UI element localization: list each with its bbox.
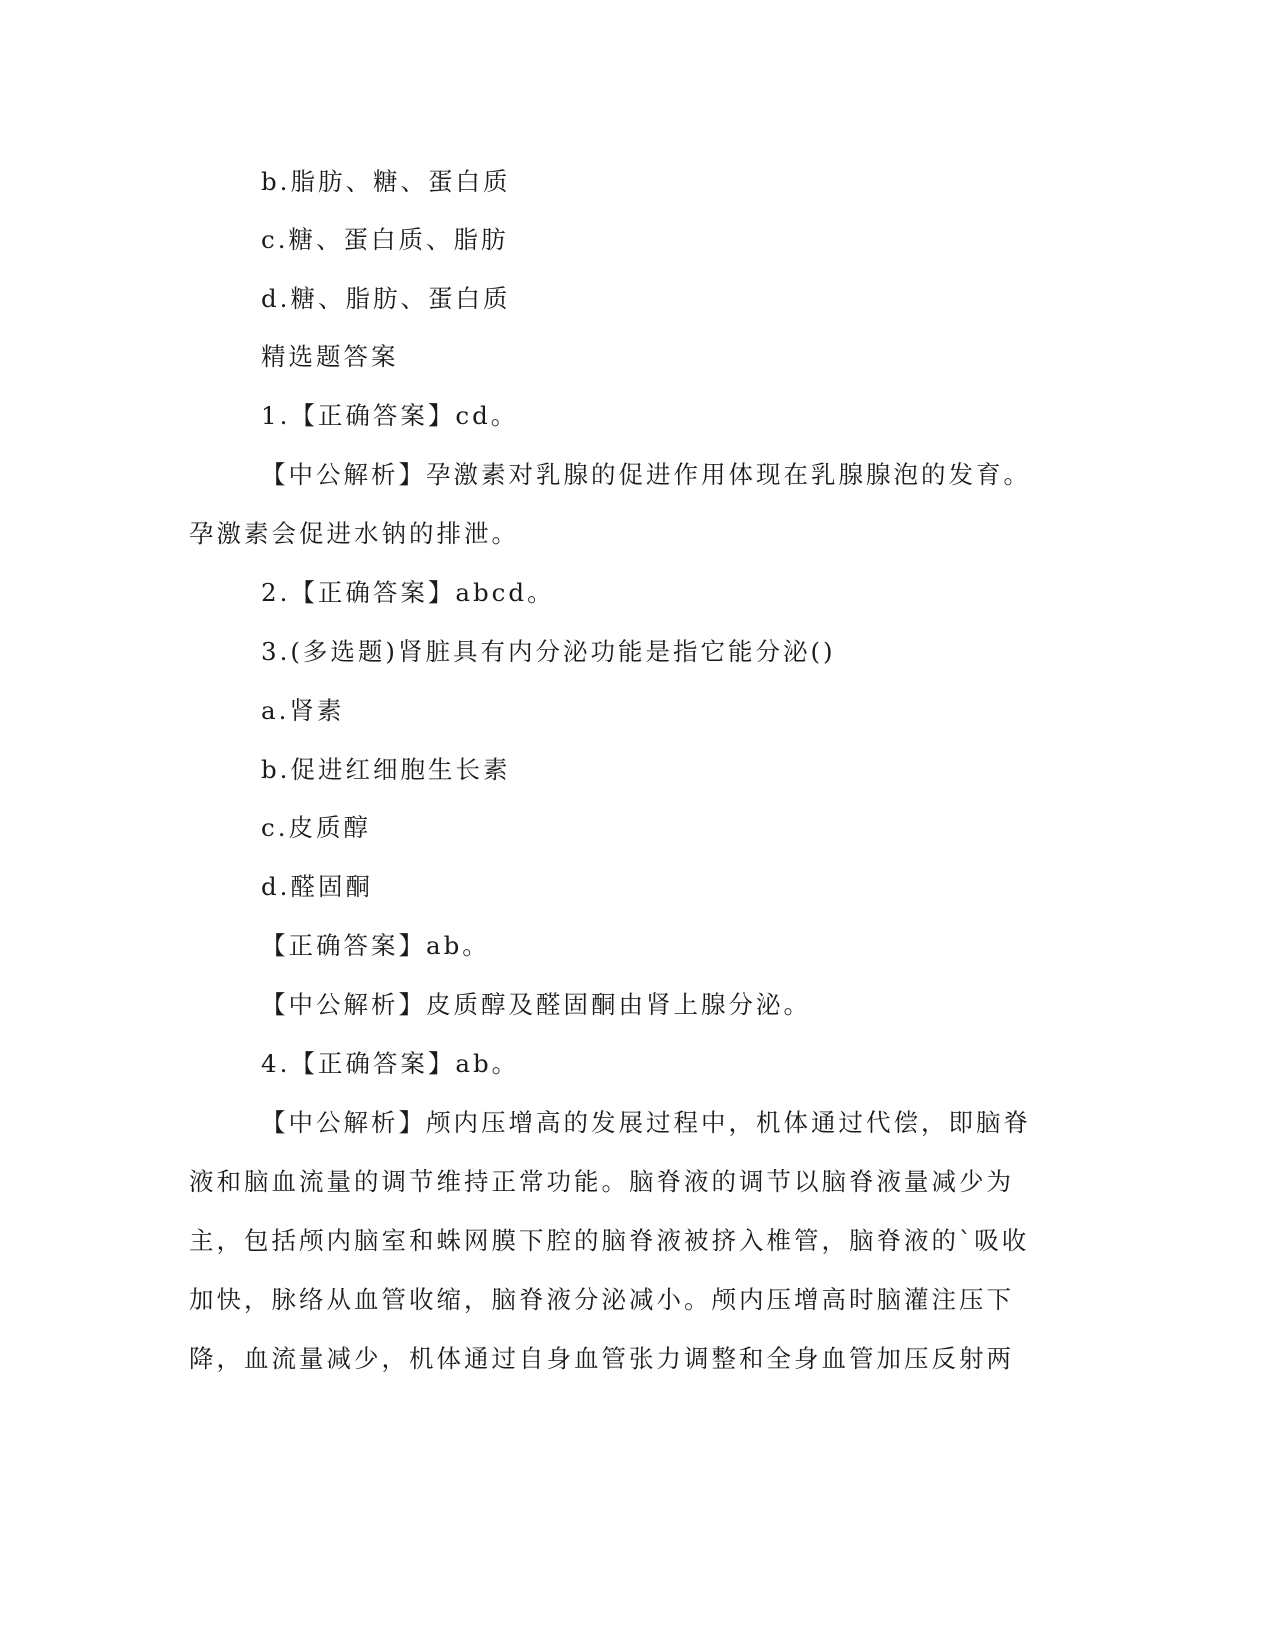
q3-option-d: d.醛固酮	[261, 872, 373, 901]
option-d: d.糖、脂肪、蛋白质	[261, 284, 511, 313]
question-3: 3.(多选题)肾脏具有内分泌功能是指它能分泌()	[261, 637, 836, 666]
analysis-1-line-1: 【中公解析】孕激素对乳腺的促进作用体现在乳腺腺泡的发育。	[261, 460, 1031, 489]
analysis-4-line-4: 加快，脉络从血管收缩，脑脊液分泌减小。颅内压增高时脑灌注压下	[189, 1285, 1014, 1314]
answer-2: 2.【正确答案】abcd。	[261, 578, 555, 607]
q3-option-a: a.肾素	[261, 696, 345, 725]
q3-option-c: c.皮质醇	[261, 813, 372, 842]
analysis-4-line-3: 主，包括颅内脑室和蛛网膜下腔的脑脊液被挤入椎管，脑脊液的`吸收	[189, 1226, 1030, 1255]
analysis-3: 【中公解析】皮质醇及醛固酮由肾上腺分泌。	[261, 990, 811, 1019]
section-heading: 精选题答案	[261, 342, 399, 371]
answer-3: 【正确答案】ab。	[261, 931, 490, 960]
option-c: c.糖、蛋白质、脂肪	[261, 225, 509, 254]
answer-4: 4.【正确答案】ab。	[261, 1049, 520, 1078]
analysis-4-line-2: 液和脑血流量的调节维持正常功能。脑脊液的调节以脑脊液量减少为	[189, 1167, 1014, 1196]
analysis-1-line-2: 孕激素会促进水钠的排泄。	[189, 519, 519, 548]
option-b: b.脂肪、糖、蛋白质	[261, 167, 511, 196]
analysis-4-line-1: 【中公解析】颅内压增高的发展过程中，机体通过代偿，即脑脊	[261, 1108, 1031, 1137]
answer-1: 1.【正确答案】cd。	[261, 401, 519, 430]
analysis-4-line-5: 降，血流量减少，机体通过自身血管张力调整和全身血管加压反射两	[189, 1344, 1014, 1373]
q3-option-b: b.促进红细胞生长素	[261, 755, 511, 784]
